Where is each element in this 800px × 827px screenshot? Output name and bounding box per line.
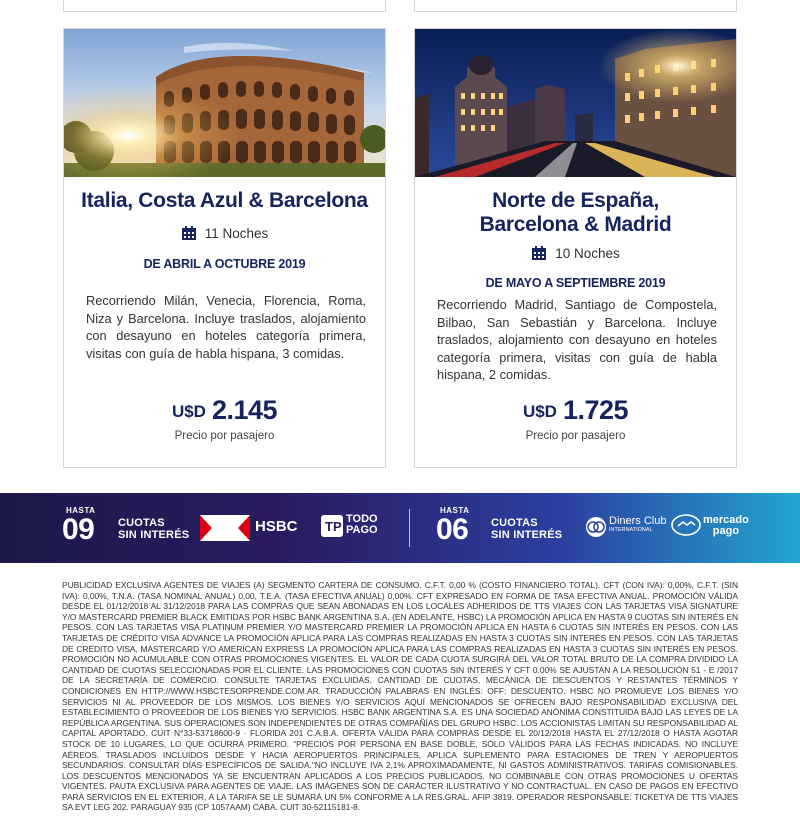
hsbc-wordmark: HSBC — [255, 518, 298, 535]
todopago-icon — [321, 515, 343, 542]
svg-text:TP: TP — [325, 519, 342, 534]
price-note: Precio por pasajero — [174, 430, 275, 442]
price-note: Precio por pasajero — [525, 430, 626, 442]
diners-club-wordmark: Diners Club INTERNATIONAL — [609, 515, 667, 533]
offer-title: Norte de España, Barcelona & Madrid — [479, 189, 672, 236]
legal-disclaimer: PUBLICIDAD EXCLUSIVA AGENTES DE VIAJES (A) SEGMENTO CARTERA DE CONSUMO. C.F.T. 0,00 % (COSTO FINANCIERO TOTAL). CFT (CON IVA): 0,00%, C.F.T. (SIN IVA): 0,00%, T.N.A. (TASA NOMINAL ANUAL) 0,00, T.E.A. (TASA EFECTIVA ANUAL) 0,00%. CFT EXPRESADO EN FORMA DE TASA EFECTIVA ANUAL. PROMOCIÓN VÁLIDA DESDE EL 01/12/2018 AL 31/12/2018 PARA LAS COMPRAS QUE SEAN ABONADAS EN LOS LOCALES ADHERIDOS DE TTS VIAJES CON LAS TARJETAS VISA SIGNATURE Y/O MASTERCARD PREMIER BLACK EMITIDAS POR HSBC BANK ARGENTINA S.A. (EN ADELANTE, HSBC) LA PROMOCIÓN APLICA EN HASTA 9 CUOTAS SIN INTERÉS EN PESOS. CON LAS TARJETAS VISA PLATINUM PREMIER Y/O MASTERCARD PREMIER LA PROMOCIÓN APLICA EN HASTA 6 CUOTAS SIN INTERÉS EN PESOS. CON LAS TARJETAS DE CRÉDITO VISA ADVANCE LA PROMOCIÓN APLICA PARA LAS COMPRAS REALIZADAS EN HASTA 3 CUOTAS SIN INTERÉS EN PESOS. CON LAS TARJETAS DE CRÉDITO VISA, MASTERCARD Y/O AMERICAN EXPRESS LA PROMOCIÓN APLICA PARA LAS COMPRAS REALIZADAS EN HASTA 3 CUOTAS SIN INTERÉS EN PESOS. PROMOCIÓN NO ACUMULABLE CON OTRAS PROMOCIONES VIGENTES. EL VALOR DE CADA CUOTA SURGIRÁ DEL VALOR TOTAL BRUTO DE LA COMPRA DIVIDIDO LA CANTIDAD DE CUOTAS SELECCIONADAS POR EL CLIENTE. LAS PROMOCIONES CON CUOTAS SIN INTERÉS Y CFT 0.00% SE AJUSTAN A LA RESOLUCIÓN 51 - E /2017 DE LA SECRETARÍA DE COMERCIO. CONSULTE TARJETAS EXCLUIDAS, CANTIDAD DE CUOTAS, MECÁNICA DE DESCUENTOS Y RESTANTES TÉRMINOS Y CONDICIONES EN HTTP://WWW.HSBCTESORPRENDE.COM.AR. TRADUCCIÓN PALABRAS EN INGLÉS: OFF: DESCUENTO. HSBC NO PROMUEVE LOS BIENES Y/O SERVICIOS NI AL PROVEEDOR DE LOS MISMOS. LOS BIENES Y/O SERVICIOS AQUÍ MENCIONADOS SE OFRECEN BAJO RESPONSABILIDAD EXCLUSIVA DEL ESTABLECIMIENTO O PROVEEDOR DE LOS BIENES Y/O SERVICIOS. HSBC BANK ARGENTINA S.A. ES UNA SOCIEDAD ANÓNIMA CONSTITUIDA BAJO LAS LEYES DE LA REPÚBLICA ARGENTINA. SUS OPERACIONES SON INDEPENDIENTES DE OTRAS COMPAÑÍAS DEL GRUPO HSBC. LOS ACCIONISTAS LIMITAN SU RESPONSABILIDAD AL CAPITAL APORTADO. CUIT N°33-53718600-9 · FLORIDA 201 C.A.B.A. OFERTA VÁLIDA PARA COMPRAS DESDE EL 20/12/2018 HASTA EL 27/12/2018 O HASTA AGOTAR STOCK DE 10 LUGARES, LO QUE OCURRA PRIMERO. "PRECIOS POR PERSONA EN BASE DOBLE, SÓLO VÁLIDOS PARA LAS FECHAS INDICADAS. NO INCLUYE AÉREOS. TRASLADOS INCLUIDOS DESDE Y HACIA AEROPUERTOS PRINCIPALES, APLICA SUPLEMENTO PARA ESTACIONES DE TREN Y AEROPUERTOS SECUNDARIOS. CONSULTAR DÍAS ESPECÍFICOS DE SALIDA."NO INCLUYE IVA 2,1% APROXIMADAMENTE, NI GASTOS ADMINISTRATIVOS. TARIFAS COMISIONABLES. LOS DESCUENTOS MENCIONADOS YA SE ENCUENTRAN APLICADOS A LOS PRECIOS PUBLICADOS. NO COMBINABLE CON OTRAS PROMOCIONES U OFERTAS VIGENTES. PAUTA EXCLUSIVA PARA AGENTES DE VIAJE. LAS IMÁGENES SON DE CARÁCTER ILUSTRATIVO Y NO CONTRACTUAL. EN CASO DE PAGOS EN EFECTIVO PARA SERVICIOS EN EL EXTERIOR, A LA TARIFA SE LE SUMARÁ UN 5% CONFORME A LA RES.GRAL. AFIP 3819. OPERADOR RESPONSABLE: TICKETYA DE TTS VIAJES SA EVT LEG 202. PARAGUAY 935 (CP 1057AAM) CABA. CUIT 30-52115181-8. — [62, 580, 738, 813]
cuotas-label: CUOTAS SIN INTERÉS — [118, 517, 190, 541]
banner-divider — [409, 509, 410, 547]
calendar-icon — [181, 225, 197, 246]
hsbc-logo — [200, 515, 250, 546]
price-amount: 1.725 — [562, 395, 629, 425]
offer-title: Italia, Costa Azul & Barcelona — [81, 189, 368, 212]
calendar-icon — [531, 245, 547, 266]
todopago-wordmark: TODO PAGO — [346, 513, 378, 536]
offer-card-italia[interactable] — [63, 28, 386, 468]
nights-label: 11 Noches — [204, 226, 269, 241]
handshake-icon — [671, 513, 701, 542]
installments-number: 09 — [62, 513, 95, 546]
offer-dates: DE ABRIL A OCTUBRE 2019 — [143, 257, 306, 271]
offer-duration — [415, 245, 736, 263]
installments-banner — [0, 493, 800, 563]
currency-label: U$D — [522, 402, 557, 421]
previous-card-edge — [414, 0, 737, 12]
offer-description: Recorriendo Madrid, Santiago de Compostela, Bilbao, San Sebastián y Barcelona. Incluye traslados, alojamiento con desayuno en hoteles categoría primera, visitas con guía de habla hispana, 2 comidas. — [437, 297, 717, 382]
colosseum-photo — [64, 29, 385, 177]
currency-label: U$D — [171, 402, 206, 421]
madrid-photo — [415, 29, 736, 177]
offer-card-espana[interactable] — [414, 28, 737, 468]
price-amount: 2.145 — [211, 395, 278, 425]
offer-dates: DE MAYO A SEPTIEMBRE 2019 — [485, 276, 666, 290]
hasta-label: HASTA — [66, 506, 96, 515]
diners-club-icon — [585, 516, 607, 543]
offer-description: Recorriendo Milán, Venecia, Florencia, Roma, Niza y Barcelona. Incluye traslados, alojamiento con desayuno en hoteles categoría primera, visitas con guía de habla hispana, 3 comidas. — [86, 293, 366, 361]
mercado-pago-wordmark: mercado pago — [703, 514, 749, 537]
offer-price — [415, 395, 736, 426]
offer-price — [64, 395, 385, 426]
hasta-label: HASTA — [440, 506, 470, 515]
cuotas-label: CUOTAS SIN INTERÉS — [491, 517, 563, 541]
offer-duration — [64, 225, 385, 243]
nights-label: 10 Noches — [555, 246, 620, 261]
installments-number: 06 — [436, 513, 469, 546]
previous-card-edge — [63, 0, 386, 12]
